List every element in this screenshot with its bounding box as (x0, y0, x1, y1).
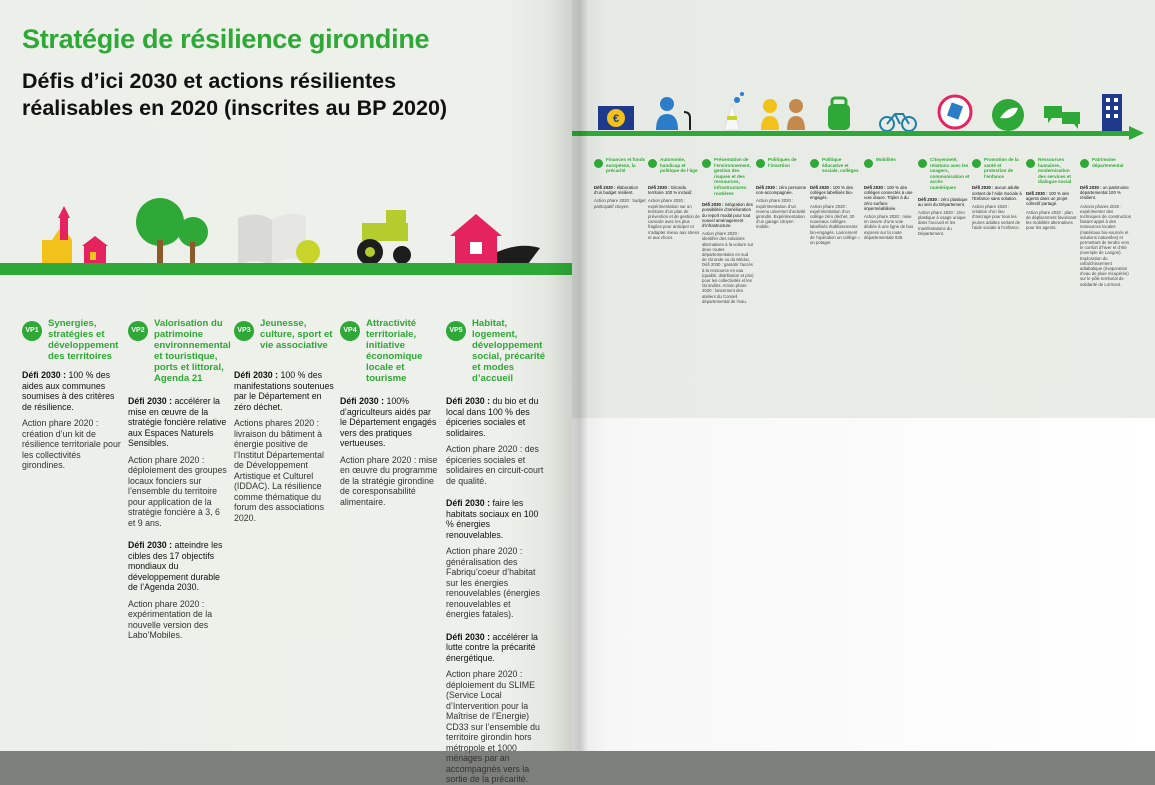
vp5-defi-1: du bio et du local dans 100 % des épiceries sociales et solidaires. (446, 396, 539, 438)
right-vp-7-title: Citoyenneté, relations avec les usagers, communication et accès numériques (930, 157, 970, 190)
right-vp-3-defi: intégration des possibilités d’amélioration du report modal pour tout nouvel aménagement d’infrastructure. (702, 202, 753, 228)
right-vp-4-title: Politiques de l’insertion (768, 157, 797, 168)
vp1-badge: VP1 (22, 321, 42, 341)
building-icon (1102, 94, 1122, 132)
right-vp-10-badge (1080, 159, 1089, 168)
svg-text:€: € (612, 113, 620, 125)
right-vp-2-badge (648, 159, 657, 168)
right-page (572, 0, 1155, 751)
right-vp-9-defi-label: Défi 2030 : (1026, 190, 1048, 196)
right-vp-6-action: Action phare 2020 : mise en œuvre d’une voie dédiée à une ligne de bus express sur la route départementale 936. (864, 214, 914, 240)
right-vp-8-title: Promotion de la santé et protection de l’enfance (984, 157, 1019, 179)
vp4-action: Action phare 2020 : mise en œuvre du programme de la stratégie girondine de coresponsabilité alimentaire. (340, 454, 438, 507)
vp5-defi-label-1: Défi 2030 : (446, 396, 491, 406)
right-vp-10-title: Patrimoine départemental (1092, 157, 1124, 168)
right-vp-3-action: Action phare 2020 : identifier des solutions alternatives à la voiture sur deux routes départementales en sud de Gironde ou du Médoc. Défi 2030 : garantir l’accès à la ressource en eau (qualité, distribution et prix) pour les collectivités et les Girondins. Action phare 2020 : lancement des ateliers du Conseil départemental de l’eau. (702, 231, 754, 304)
right-vp-8-action: Action phare 2020 : création d’un lieu d’ancrage pour tous les jeunes adultes sortant de l’aide sociale à l’enfance. (972, 203, 1021, 230)
hand-leaf-icon (992, 99, 1024, 131)
vp2-title: Valorisation du patrimoine environnemental et touristique, ports et littoral, Agenda 21 (154, 318, 231, 384)
house-icon (450, 214, 540, 265)
right-vp-2-action: Action phare 2020 : expérimentation sur un territoire d’un plan de prévention et de gestion de canicule avec les plus fragiles pour anticiper et s’adapter mieux aux stress et aux chocs. (648, 198, 700, 240)
right-vp-7-defi: zéro plastique au sein du Département. (918, 196, 968, 207)
vp3-title: Jeunesse, culture, sport et vie associative (260, 318, 333, 351)
illustration-strip (0, 180, 572, 275)
right-vp-5-defi-label: Défi 2030 : (810, 185, 832, 190)
right-vp-1-badge (594, 159, 603, 168)
vp1-defi-label: Défi 2030 : (22, 370, 67, 380)
right-vp-9-defi: 100 % des agents dans un projet collectif partagé. (1026, 190, 1070, 207)
right-vp-3-badge (702, 159, 711, 168)
cone-icon (724, 92, 744, 130)
right-vp-6-defi-label: Défi 2030 : (864, 185, 886, 190)
right-vp-4-defi-label: Défi 2030 : (756, 185, 778, 190)
right-vp-6-badge (864, 159, 873, 168)
vp4-defi: 100% d’agriculteurs aidés par le Département engagés vers des pratiques vertueuses. (340, 396, 437, 448)
village-icon (42, 206, 108, 265)
vp5-action-2: Action phare 2020 : généralisation des Fabriqu’coeur d’habitat sur les énergies renouvelables (énergies renouvelables et énergies fatales). (446, 546, 540, 619)
vp5-defi-2: faire les habitats sociaux en 100 % énergies renouvelables. (446, 498, 539, 540)
right-vp-9-badge (1026, 159, 1035, 168)
vp2-action-1: Action phare 2020 : déploiement des groupes locaux fonciers sur l’ensemble du territoire pour application de la stratégie foncière à 3, 6 et 9 ans. (128, 454, 227, 528)
bicycle-icon (880, 114, 916, 131)
vp2-defi-label-1: Défi 2030 : (128, 396, 173, 406)
right-vp-4-action: Action phare 2020 : expérimentation d’un revenu universel d’activité girondin. Expérimentation d’un garage citoyen mobile. (756, 198, 806, 230)
right-vp-4 (756, 157, 808, 230)
right-vp-10 (1080, 157, 1132, 287)
people-icon (761, 99, 805, 130)
right-vp-8-badge (972, 159, 981, 168)
timeline-arrow-head (1129, 126, 1144, 140)
right-vp-5-badge (810, 159, 819, 168)
left-page (0, 0, 572, 784)
right-vp-5-defi: 100 % des collèges labellisés bio-engagés. (810, 185, 854, 201)
right-vp-9 (1026, 157, 1078, 230)
right-vp-10-defi: un patrimoine départemental 100 % résilient. (1080, 185, 1129, 201)
book-ball-icon (238, 214, 320, 265)
vp1-title: Synergies, stratégies et développement des territoires (48, 318, 119, 362)
vp5-column (446, 318, 546, 785)
vp5-defi-label-2: Défi 2030 : (446, 498, 491, 508)
right-vp-1 (594, 157, 646, 209)
tractor-icon (357, 210, 411, 265)
euro-icon (598, 106, 634, 130)
vp2-badge: VP2 (128, 321, 148, 341)
right-vp-1-defi-label: Défi 2030 : (594, 185, 616, 190)
right-vp-8 (972, 157, 1024, 230)
right-vp-10-action: Actions phares 2020 : expérimenter des techniques de construction faisant appel à des ressources locales (matériaux bio-sourcés et solutions naturelles) et permettant de tendre vers le confort d’hiver et d’été (exemple de Langon). Exploration du rafraîchissement adiabatique (évaporation d’eau de pluie récupérée) sur le pôle territorial de solidarité de Lormont. (1080, 203, 1132, 287)
vp3-defi-label: Défi 2030 : (234, 370, 279, 380)
right-vp-3-defi-label: Défi 2030 : (702, 202, 724, 208)
vp3-defi: 100 % des manifestations soutenues par le Département en zéro déchet. (234, 370, 334, 412)
right-vp-5-title: Politique éducative et sociale, collèges (822, 157, 859, 174)
right-vp-3 (702, 157, 754, 304)
vp5-defi-label-3: Défi 2030 : (446, 631, 491, 642)
right-vp-3-title: Présentation de l’environnement, gestion des risques et des ressources, infrastructures routières (714, 157, 751, 196)
vp3-column (234, 318, 334, 523)
right-vp-7 (918, 157, 970, 236)
right-vp-6-defi: 100 % des collèges connectés à une voie douce. Tripler à du zéro surface imperméabilisée. (864, 185, 913, 211)
vp3-action: Actions phares 2020 : livraison du bâtiment à énergie positive de l’Institut Départemental de Développement Artistique et Culturel (IDDAC). La résilience comme thématique du forum des associations 2020. (234, 418, 324, 523)
right-vp-2 (648, 157, 700, 240)
right-vp-5 (810, 157, 862, 245)
vp5-action-1: Action phare 2020 : des épiceries sociales et solidaires en circuit-court de qualité. (446, 444, 544, 486)
right-vp-7-defi-label: Défi 2030 : (918, 196, 940, 202)
vp1-column (22, 318, 122, 471)
right-vp-2-defi-label: Défi 2030 : (648, 185, 670, 190)
vp5-badge: VP5 (446, 321, 466, 341)
timeline-arrow (572, 131, 1132, 136)
right-vp-7-action: Action phare 2020 : zéro plastique à usage unique dans l’accueil et les manifestations du Département. (918, 209, 966, 236)
right-vp-7-badge (918, 159, 927, 168)
right-vp-6 (864, 157, 916, 240)
vp2-action-2: Action phare 2020 : expérimentation de la nouvelle version des Labo’Mobiles. (128, 598, 213, 640)
vp2-defi-1: accélérer la mise en œuvre de la stratégie foncière relative aux Espaces Naturels Sensibles. (128, 396, 227, 448)
right-vp-9-title: Ressources humaines, modernisation des services et dialogue social (1038, 157, 1072, 185)
trees-icon (136, 198, 208, 265)
vp3-badge: VP3 (234, 321, 254, 341)
vp4-badge: VP4 (340, 321, 360, 341)
right-vp-8-defi-label: Défi 2030 : (972, 185, 994, 191)
vp4-column (340, 318, 440, 507)
right-vp-10-defi-label: Défi 2030 : (1080, 185, 1102, 190)
vp2-defi-2: atteindre les cibles des 17 objectifs mondiaux du développement durable de l’Agenda 2030. (128, 540, 223, 592)
vp2-column (128, 318, 231, 641)
page-title: Stratégie de résilience girondine (22, 24, 430, 54)
right-vp-1-defi: élaboration d’un budget résilient. (594, 185, 638, 196)
person-cane-icon (656, 97, 690, 130)
right-vp-5-action: Action phare 2020 : expérimentation d’un collège zéro déchet. 20 nouveaux collèges labellisés établissements bio-engagés. Lancement de l’opération un collège = un potager. (810, 203, 861, 246)
vp5-title: Habitat, logement, développement social, précarité et modes d’accueil (472, 318, 546, 384)
right-vp-4-defi: zéro personne non-accompagnée. (756, 185, 807, 196)
vp2-defi-label-2: Défi 2030 : (128, 540, 173, 550)
right-vp-1-title: Finances et fonds européens, la précarité (606, 157, 646, 174)
vp5-defi-3: accélérer la lutte contre la précarité énergétique. (446, 631, 538, 663)
right-vp-2-title: Autonomie, handicap et politique de l’âge (660, 157, 698, 174)
right-vp-1-action: Action phare 2020 : budget participatif citoyen. (594, 198, 646, 209)
vp4-title: Attractivité territoriale, initiative économique locale et tourisme (366, 318, 423, 384)
backpack-icon (828, 98, 850, 130)
right-vp-2-defi: Gironde, territoire 100 % inclusif. (648, 185, 693, 196)
right-vp-8-defi: aucun adulte sortant de l’Aide Sociale à l’Enfance sans solution. (972, 185, 1022, 201)
right-vp-4-badge (756, 159, 765, 168)
right-vp-9-action: Action phare 2020 : plan de déplacement favorisant les mobilités alternatives pour les agents. (1026, 209, 1077, 231)
vp1-defi: 100 % des aides aux communes soumises à des critères de résilience. (22, 370, 115, 412)
page-subtitle: Défis d’ici 2030 et actions résilientes réalisables en 2020 (inscrites au BP 2020) (22, 69, 448, 120)
speech-bubbles-icon (1044, 106, 1080, 129)
ground-strip (0, 263, 572, 275)
vp5-action-3: Action phare 2020 : déploiement du SLIME (Service Local d’Intervention pour la Maîtrise de l’Energie) CD33 sur l’ensemble du territoire girondin hors métropole et 1000 ménages par an accompagnés vers la sortie de la précarité. (446, 669, 540, 784)
vp4-defi-label: Défi 2030 : (340, 396, 385, 406)
right-vp-6-title: Mobilités (876, 157, 896, 162)
vp1-action: Action phare 2020 : création d’un kit de résilience territoriale pour les collectivités girondines. (22, 418, 121, 470)
no-plastic-icon (939, 96, 971, 128)
